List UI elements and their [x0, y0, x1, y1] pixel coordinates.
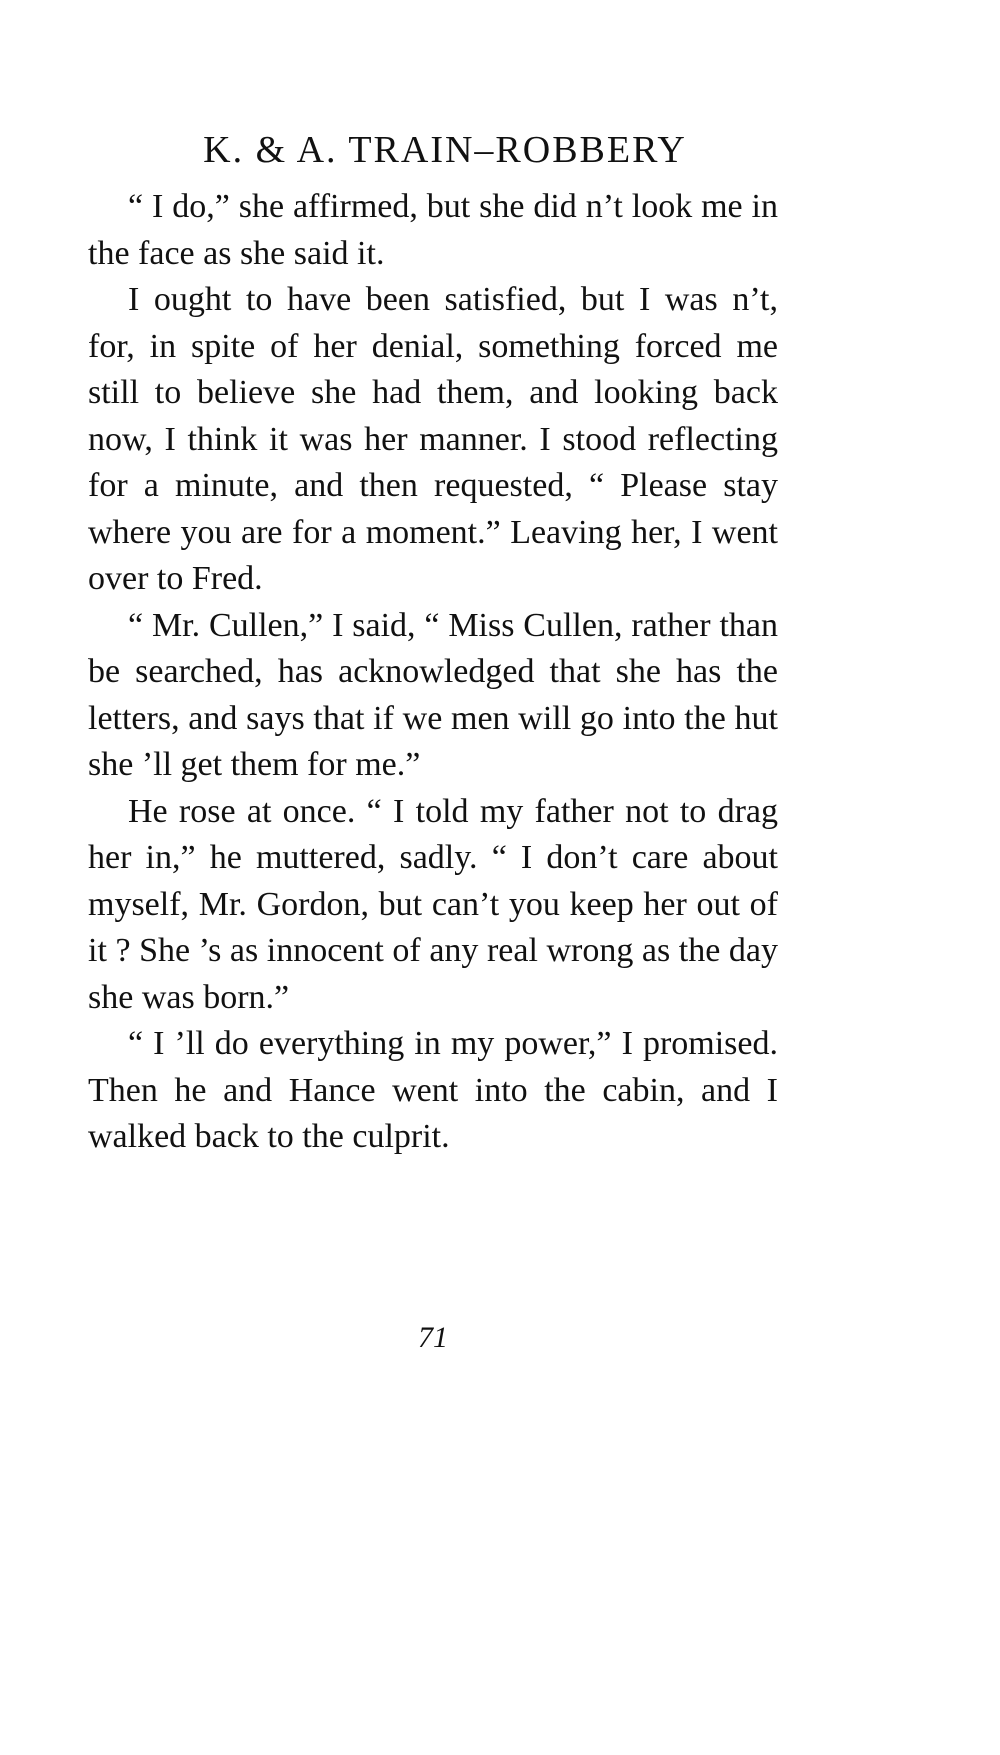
paragraph: I ought to have been satisfied, but I was n’t, for, in spite of her denial, something forced me still to believe she had them, and looking back now, I think it was her manner. I stood reflecting for a minute, and then requested, “ Please stay where you are for a moment.” Leaving her, I went over to Fred. [88, 281, 778, 597]
paragraph: “ Mr. Cullen,” I said, “ Miss Cullen, rather than be searched, has acknowledged that she has the letters, and says that if we men will go into the hut she ’ll get them for me.” [88, 606, 778, 783]
running-head: K. & A. TRAIN–ROBBERY [203, 129, 687, 171]
paragraph: He rose at once. “ I told my father not to drag her in,” he muttered, sadly. “ I don’t care about myself, Mr. Gordon, but can’t you keep her out of it ? She ’s as innocent of any real wrong as the day she was born.” [88, 792, 778, 1016]
paragraph: “ I do,” she affirmed, but she did n’t look me in the face as she said it. [88, 188, 778, 272]
page-number: 71 [418, 1321, 448, 1354]
body-text [88, 184, 778, 1161]
paragraph: “ I ’ll do everything in my power,” I promised. Then he and Hance went into the cabin, and I walked back to the culprit. [88, 1025, 778, 1155]
